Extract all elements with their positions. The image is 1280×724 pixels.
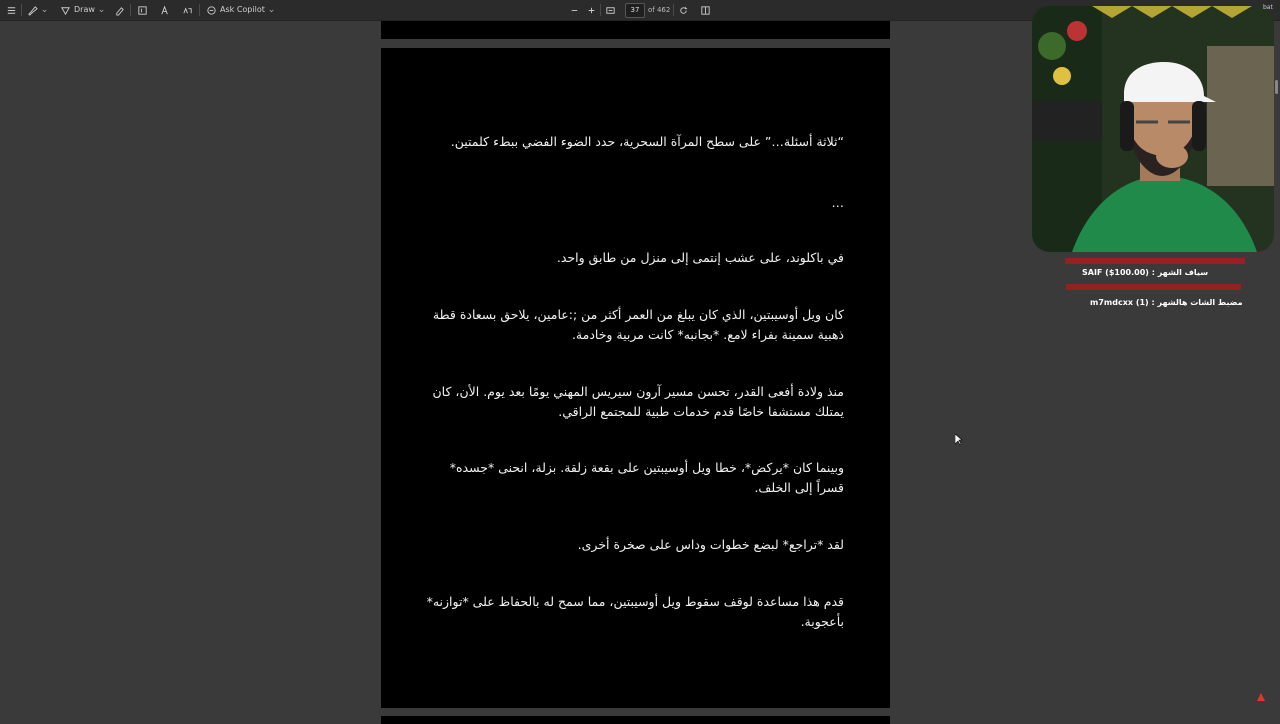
page-view-icon: [700, 5, 711, 16]
rotate-icon: [678, 5, 689, 16]
webcam-overlay: [1032, 6, 1274, 252]
chat-leader-line: m7mdcxx (1) : مضبط الشات هالشهر: [1090, 298, 1243, 307]
list-icon: [6, 5, 17, 16]
scrollbar-thumb[interactable]: [1275, 80, 1278, 94]
text-box-button[interactable]: [137, 3, 148, 17]
paragraph: لقد *تراجع* لبضع خطوات وداس على صخرة أخرى.: [577, 537, 844, 552]
paragraph: قدم هذا مساعدة لوقف سقوط ويل أوسيبتين، مما سمح له بالحفاظ على *توازنه* بأعجوبة.: [426, 594, 844, 629]
document-page: [381, 48, 890, 708]
copilot-label: Ask Copilot: [220, 5, 265, 14]
page-total: of 462: [648, 6, 671, 14]
toolbar-divider: [673, 4, 674, 16]
toolbar-divider: [600, 4, 601, 16]
paragraph: في باكلوند، على عشب إنتمى إلى منزل من طابق واحد.: [556, 250, 844, 265]
paragraph: …: [831, 195, 844, 210]
chevron-down-icon: [268, 5, 275, 16]
overlay-top-label: bat: [1263, 4, 1273, 11]
next-page: [381, 716, 890, 724]
draw-button[interactable]: [60, 3, 105, 17]
contents-button[interactable]: [6, 3, 17, 17]
red-ticker-bar: [1066, 284, 1241, 290]
paragraph: وبينما كان *يركض*، خطا ويل أوسيبتين على بقعة زلقة. بزلة، انحنى *جسده* قسراً إلى الخلف.: [449, 460, 844, 495]
top-supporter-line: SAIF ($100.00) : سياف الشهر: [1082, 268, 1209, 277]
zoom-in-button[interactable]: [586, 3, 597, 17]
fit-page-button[interactable]: [605, 3, 616, 17]
chevron-down-icon: [98, 5, 105, 16]
paragraph: كان ويل أوسيبتين، الذي كان يبلغ من العمر أكثر من ;:عامين، يلاحق بسعادة قطة ذهبية سمينة بفراء لامع. *بجانبه* كانت مربية وخادمة.: [432, 307, 844, 342]
toolbar-divider: [199, 4, 200, 16]
font-icon: [160, 5, 171, 16]
red-ticker-bar: [1065, 258, 1245, 264]
page-number-input[interactable]: 37: [625, 3, 645, 18]
toolbar-divider: [21, 4, 22, 16]
fit-page-icon: [605, 5, 616, 16]
copilot-icon: [206, 5, 217, 16]
paragraph: منذ ولادة أفعى القدر، تحسن مسير آرون سيريس المهني يومًا بعد يوم. الأن، كان يمتلك مستشفا خاصًا قدم خدمات طبية للمجتمع الراقي.: [432, 384, 844, 419]
ask-copilot-button[interactable]: [206, 3, 275, 17]
rotate-button[interactable]: [678, 3, 689, 17]
previous-page: [381, 21, 890, 39]
page-view-button[interactable]: [700, 3, 711, 17]
read-aloud-icon: [182, 5, 193, 16]
chevron-down-icon: [41, 5, 48, 16]
zoom-out-button[interactable]: [569, 3, 580, 17]
toolbar-divider: [130, 4, 131, 16]
highlight-button[interactable]: [27, 3, 48, 17]
plus-icon: [586, 5, 597, 16]
paragraph: “ثلاثة أسئلة…” على سطح المرآة السحرية، حدد الضوء الفضي ببطء كلمتين.: [450, 134, 844, 149]
text-format-button[interactable]: [160, 3, 171, 17]
highlighter-icon: [27, 5, 38, 16]
mouse-cursor-icon: [955, 434, 963, 446]
streamer-camera-image: [1032, 6, 1274, 252]
pen-icon: [60, 5, 71, 16]
draw-label: Draw: [74, 5, 95, 14]
pdf-app-icon: [1256, 692, 1266, 702]
erase-button[interactable]: [114, 3, 125, 17]
textbox-icon: [137, 5, 148, 16]
read-aloud-button[interactable]: [182, 3, 193, 17]
eraser-icon: [114, 5, 125, 16]
minus-icon: [569, 5, 580, 16]
